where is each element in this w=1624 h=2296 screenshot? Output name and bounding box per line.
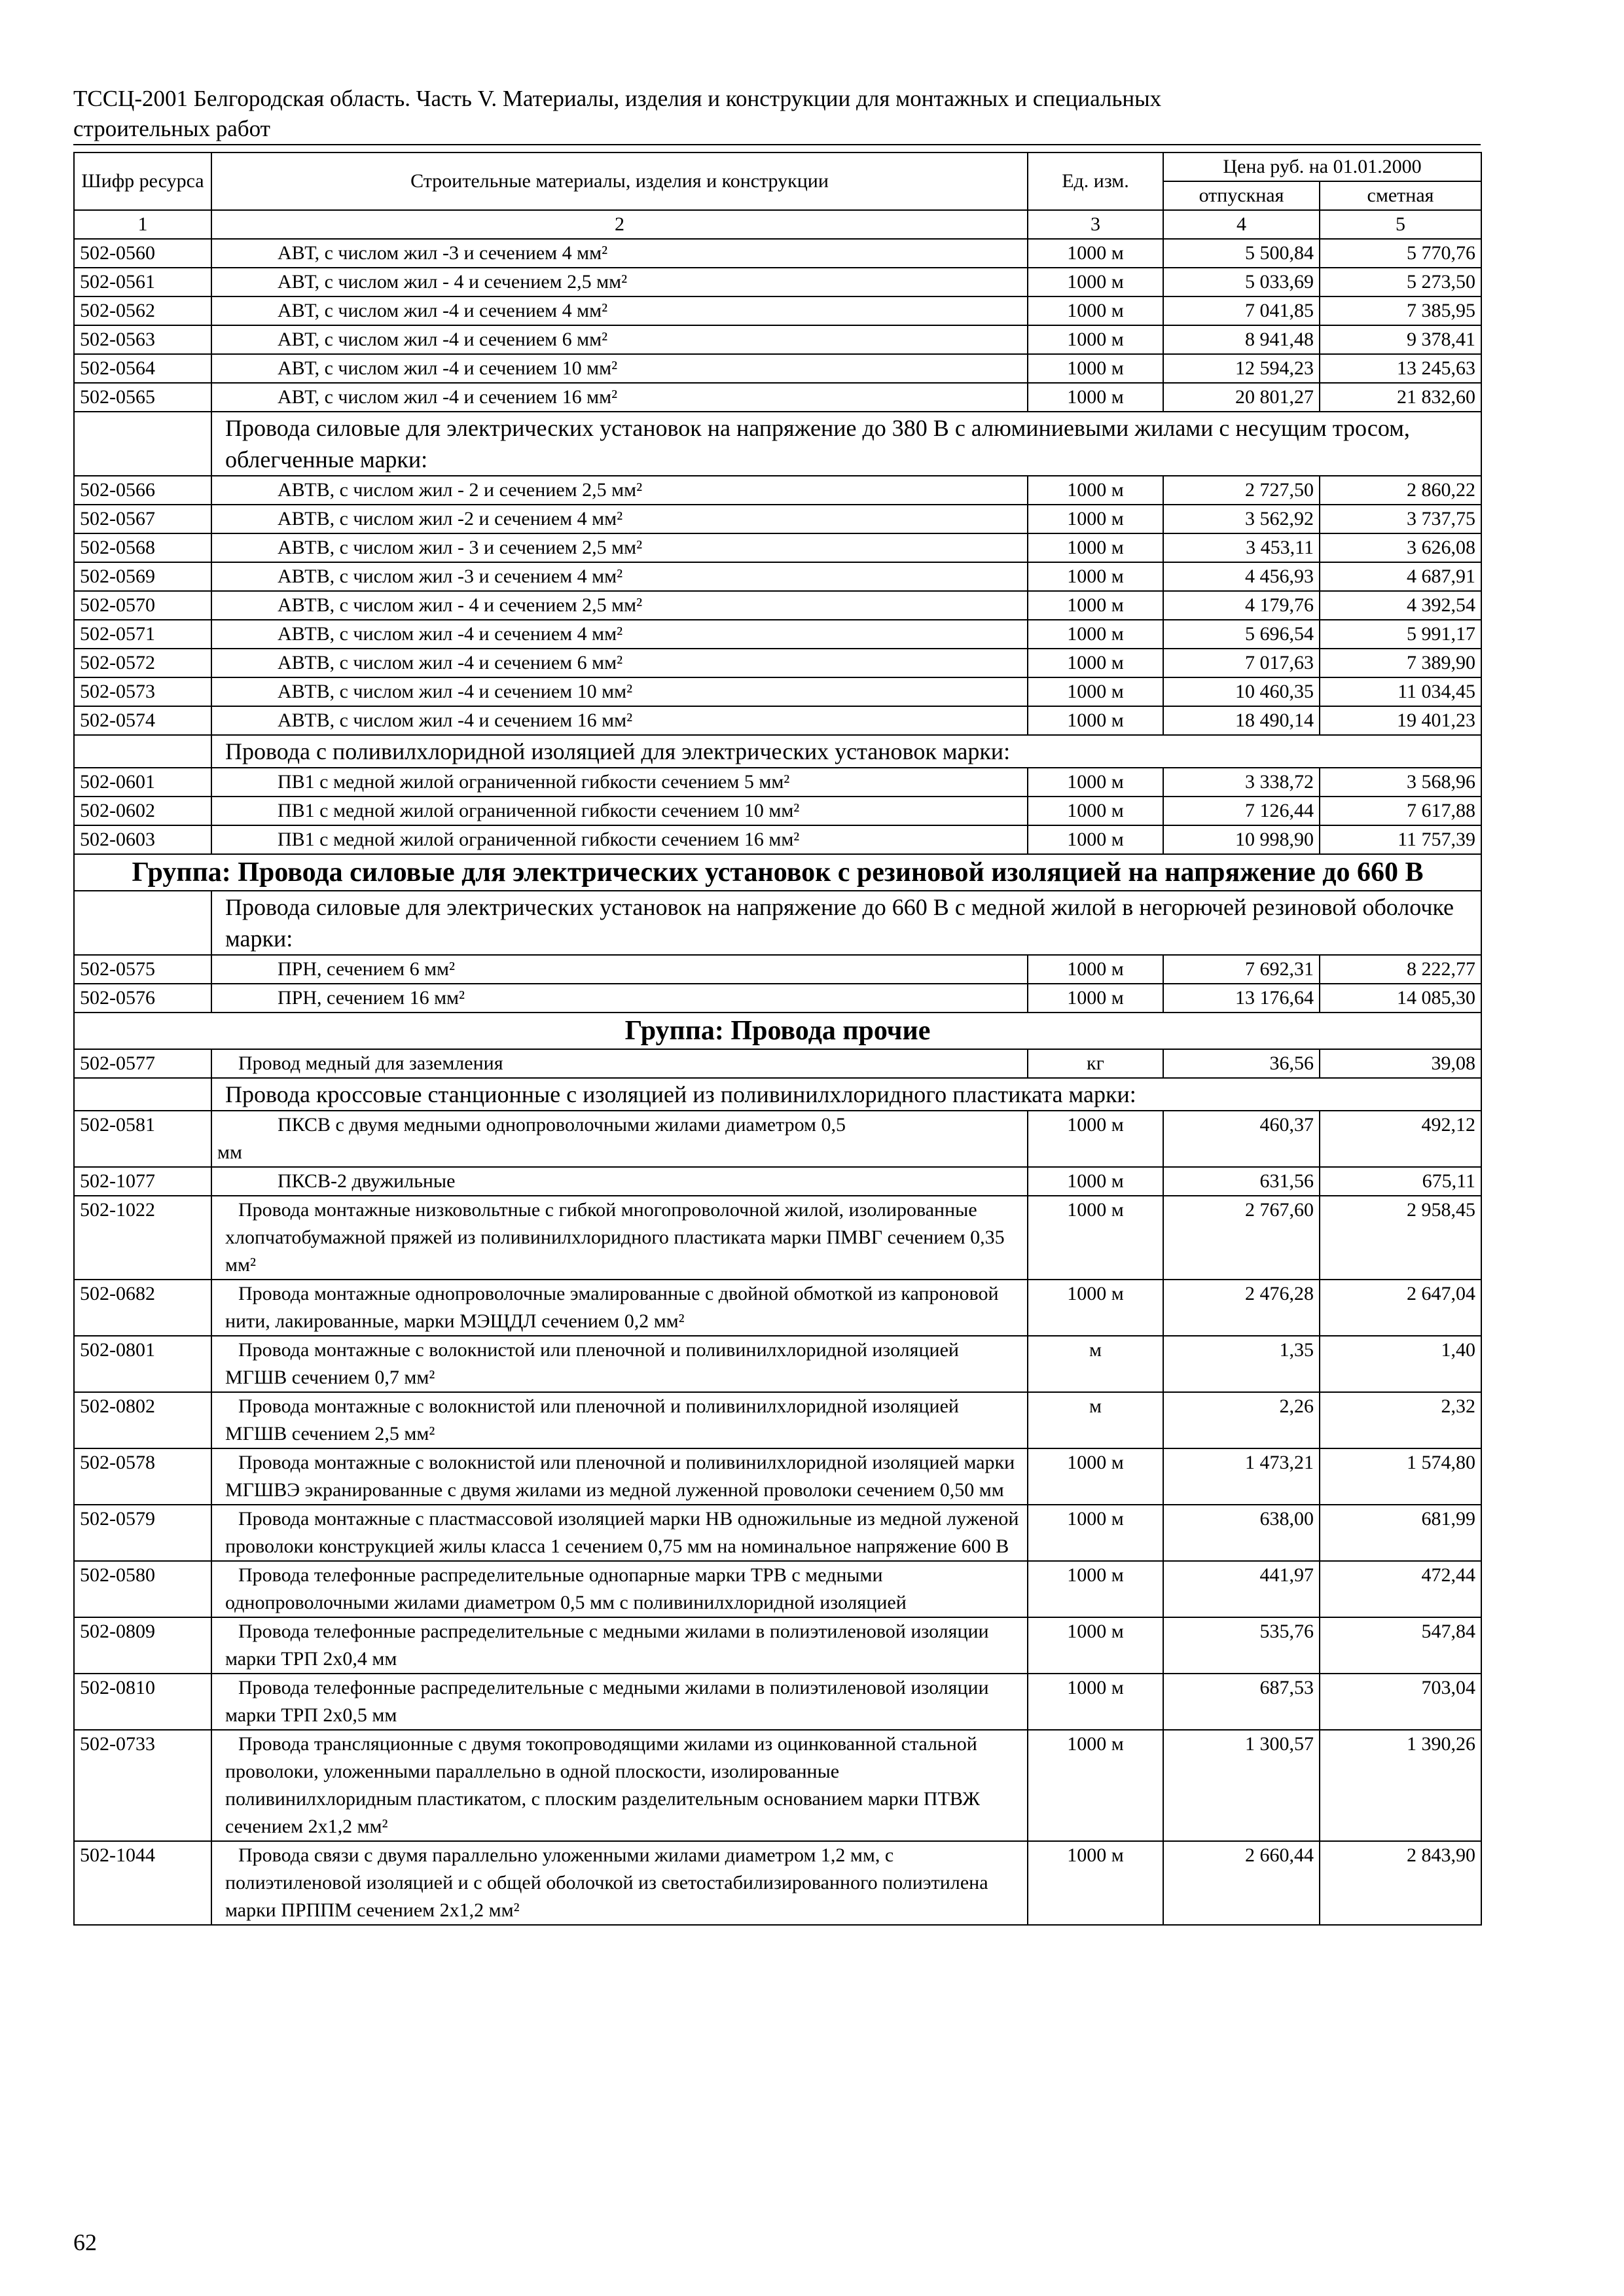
estimate-price: 1 574,80 — [1320, 1448, 1481, 1505]
section-subheading: Провода силовые для электрических установок на напряжение до 380 В с алюминиевыми жилами с несущим тросом, облегченные марки: — [211, 412, 1481, 476]
table-row — [74, 706, 1481, 735]
unit-cell: 1000 м — [1028, 1841, 1163, 1925]
estimate-price: 8 222,77 — [1320, 955, 1481, 984]
group-heading: Группа: Провода прочие — [74, 1013, 1481, 1049]
resource-code: 502-0562 — [74, 296, 211, 325]
sale-price: 2 727,50 — [1163, 476, 1320, 505]
estimate-price: 9 378,41 — [1320, 325, 1481, 354]
sale-price: 10 460,35 — [1163, 677, 1320, 706]
unit-cell: 1000 м — [1028, 239, 1163, 268]
sale-price: 13 176,64 — [1163, 984, 1320, 1013]
resource-code: 502-0809 — [74, 1617, 211, 1674]
table-row — [74, 677, 1481, 706]
estimate-price: 3 737,75 — [1320, 505, 1481, 533]
estimate-price: 7 389,90 — [1320, 649, 1481, 677]
table-row — [74, 533, 1481, 562]
sale-price: 441,97 — [1163, 1561, 1320, 1617]
sale-price: 36,56 — [1163, 1049, 1320, 1078]
sale-price: 3 562,92 — [1163, 505, 1320, 533]
colnum-4: 4 — [1163, 210, 1320, 239]
resource-code: 502-0561 — [74, 268, 211, 296]
unit-cell: 1000 м — [1028, 620, 1163, 649]
sale-price: 7 692,31 — [1163, 955, 1320, 984]
section-subheading-row — [74, 412, 1481, 476]
estimate-price: 19 401,23 — [1320, 706, 1481, 735]
unit-cell: 1000 м — [1028, 768, 1163, 797]
sale-price: 1 473,21 — [1163, 1448, 1320, 1505]
resource-code: 502-0579 — [74, 1505, 211, 1561]
item-name: АВТ, с числом жил - 4 и сечением 2,5 мм² — [211, 268, 1028, 296]
estimate-price: 3 626,08 — [1320, 533, 1481, 562]
group-heading-row — [74, 854, 1481, 891]
empty-cell — [74, 735, 211, 768]
unit-cell: 1000 м — [1028, 1617, 1163, 1674]
sale-price: 3 338,72 — [1163, 768, 1320, 797]
empty-cell — [74, 891, 211, 955]
estimate-price: 703,04 — [1320, 1674, 1481, 1730]
table-row — [74, 1336, 1481, 1392]
resource-code: 502-0581 — [74, 1111, 211, 1167]
sale-price: 20 801,27 — [1163, 383, 1320, 412]
resource-code: 502-0576 — [74, 984, 211, 1013]
header-price: Цена руб. на 01.01.2000 — [1163, 152, 1481, 181]
item-name: ПВ1 с медной жилой ограниченной гибкости сечением 5 мм² — [211, 768, 1028, 797]
item-name: АВТВ, с числом жил - 4 и сечением 2,5 мм² — [211, 591, 1028, 620]
item-name: АВТВ, с числом жил - 3 и сечением 2,5 мм² — [211, 533, 1028, 562]
sale-price: 7 017,63 — [1163, 649, 1320, 677]
unit-cell: 1000 м — [1028, 562, 1163, 591]
sale-price: 631,56 — [1163, 1167, 1320, 1196]
table-row — [74, 1730, 1481, 1841]
item-name-line1: ПКСВ с двумя медными однопроволочными жилами диаметром 0,5 — [278, 1114, 846, 1136]
item-name: АВТВ, с числом жил -3 и сечением 4 мм² — [211, 562, 1028, 591]
item-name: АВТВ, с числом жил -2 и сечением 4 мм² — [211, 505, 1028, 533]
section-subheading-row — [74, 1078, 1481, 1111]
table-row — [74, 476, 1481, 505]
table-header-row — [74, 152, 1481, 181]
estimate-price: 7 385,95 — [1320, 296, 1481, 325]
estimate-price: 2 843,90 — [1320, 1841, 1481, 1925]
table-row — [74, 505, 1481, 533]
resource-code: 502-0568 — [74, 533, 211, 562]
unit-cell: 1000 м — [1028, 1111, 1163, 1167]
item-name: Провода монтажные с волокнистой или пленочной и поливинилхлоридной изоляцией марки МГШВЭ экранированные с двумя жилами из медной луженной проволоки сечением 0,50 мм — [211, 1448, 1028, 1505]
table-row — [74, 325, 1481, 354]
resource-code: 502-0564 — [74, 354, 211, 383]
resource-code: 502-0569 — [74, 562, 211, 591]
resource-code: 502-0577 — [74, 1049, 211, 1078]
table-row — [74, 562, 1481, 591]
estimate-price: 2 958,45 — [1320, 1196, 1481, 1280]
resource-code: 502-0571 — [74, 620, 211, 649]
estimate-price: 2 860,22 — [1320, 476, 1481, 505]
table-row — [74, 383, 1481, 412]
column-number-row — [74, 210, 1481, 239]
table-row — [74, 768, 1481, 797]
sale-price: 5 696,54 — [1163, 620, 1320, 649]
item-name: ПВ1 с медной жилой ограниченной гибкости сечением 16 мм² — [211, 825, 1028, 854]
unit-cell: 1000 м — [1028, 1674, 1163, 1730]
table-row — [74, 239, 1481, 268]
resource-code: 502-0580 — [74, 1561, 211, 1617]
sale-price: 4 456,93 — [1163, 562, 1320, 591]
table-row — [74, 1674, 1481, 1730]
unit-cell: 1000 м — [1028, 354, 1163, 383]
sale-price: 12 594,23 — [1163, 354, 1320, 383]
colnum-3: 3 — [1028, 210, 1163, 239]
sale-price: 1 300,57 — [1163, 1730, 1320, 1841]
sale-price: 4 179,76 — [1163, 591, 1320, 620]
estimate-price: 681,99 — [1320, 1505, 1481, 1561]
unit-cell: 1000 м — [1028, 1730, 1163, 1841]
document-header — [73, 84, 1481, 145]
table-row — [74, 1196, 1481, 1280]
unit-cell: 1000 м — [1028, 1561, 1163, 1617]
unit-cell: 1000 м — [1028, 706, 1163, 735]
resource-code: 502-1022 — [74, 1196, 211, 1280]
item-name-line2: мм — [217, 1141, 242, 1163]
item-name: Провода монтажные однопроволочные эмалированные с двойной обмоткой из капроновой нити, лакированные, марки МЭЩДЛ сечением 0,2 мм² — [211, 1280, 1028, 1336]
unit-cell: м — [1028, 1336, 1163, 1392]
colnum-2: 2 — [211, 210, 1028, 239]
item-name: АВТ, с числом жил -3 и сечением 4 мм² — [211, 239, 1028, 268]
table-row — [74, 1280, 1481, 1336]
item-name: ПКСВ-2 двужильные — [211, 1167, 1028, 1196]
sale-price: 5 033,69 — [1163, 268, 1320, 296]
item-name: АВТВ, с числом жил -4 и сечением 6 мм² — [211, 649, 1028, 677]
table-row — [74, 984, 1481, 1013]
section-subheading: Провода силовые для электрических установок на напряжение до 660 В с медной жилой в негорючей резиновой оболочке марки: — [211, 891, 1481, 955]
table-row — [74, 268, 1481, 296]
sale-price: 18 490,14 — [1163, 706, 1320, 735]
table-row — [74, 1392, 1481, 1448]
unit-cell: 1000 м — [1028, 1505, 1163, 1561]
group-heading: Группа: Провода силовые для электрических установок с резиновой изоляцией на напряжение до 660 В — [74, 854, 1481, 891]
header-estimate: сметная — [1320, 181, 1481, 210]
estimate-price: 1 390,26 — [1320, 1730, 1481, 1841]
sale-price: 638,00 — [1163, 1505, 1320, 1561]
table-row — [74, 797, 1481, 825]
item-name: Провода монтажные с волокнистой или пленочной и поливинилхлоридной изоляцией МГШВ сечением 0,7 мм² — [211, 1336, 1028, 1392]
resource-code: 502-0563 — [74, 325, 211, 354]
estimate-price: 1,40 — [1320, 1336, 1481, 1392]
unit-cell: 1000 м — [1028, 955, 1163, 984]
estimate-price: 472,44 — [1320, 1561, 1481, 1617]
resource-code: 502-0574 — [74, 706, 211, 735]
resource-code: 502-0575 — [74, 955, 211, 984]
empty-cell — [74, 1078, 211, 1111]
unit-cell: 1000 м — [1028, 797, 1163, 825]
table-row — [74, 825, 1481, 854]
resource-code: 502-0810 — [74, 1674, 211, 1730]
unit-cell: 1000 м — [1028, 325, 1163, 354]
unit-cell: 1000 м — [1028, 649, 1163, 677]
estimate-price: 2,32 — [1320, 1392, 1481, 1448]
item-name: Провода монтажные низковольтные с гибкой многопроволочной жилой, изолированные хлопчатобумажной пряжей из поливинилхлоридного пластиката марки ПМВГ сечением 0,35 мм² — [211, 1196, 1028, 1280]
table-row — [74, 1448, 1481, 1505]
sale-price: 2 476,28 — [1163, 1280, 1320, 1336]
estimate-price: 3 568,96 — [1320, 768, 1481, 797]
sale-price: 7 126,44 — [1163, 797, 1320, 825]
item-name: ПРН, сечением 16 мм² — [211, 984, 1028, 1013]
sale-price: 7 041,85 — [1163, 296, 1320, 325]
unit-cell: 1000 м — [1028, 677, 1163, 706]
sale-price: 10 998,90 — [1163, 825, 1320, 854]
table-row — [74, 1049, 1481, 1078]
unit-cell: 1000 м — [1028, 984, 1163, 1013]
item-name: Провода телефонные распределительные с медными жилами в полиэтиленовой изоляции марки ТРП 2х0,5 мм — [211, 1674, 1028, 1730]
header-name: Строительные материалы, изделия и конструкции — [211, 152, 1028, 210]
estimate-price: 11 757,39 — [1320, 825, 1481, 854]
section-subheading-row — [74, 735, 1481, 768]
section-subheading-row — [74, 891, 1481, 955]
item-name: АВТВ, с числом жил -4 и сечением 10 мм² — [211, 677, 1028, 706]
unit-cell: 1000 м — [1028, 533, 1163, 562]
table-row — [74, 1617, 1481, 1674]
sale-price: 5 500,84 — [1163, 239, 1320, 268]
item-name: АВТВ, с числом жил -4 и сечением 4 мм² — [211, 620, 1028, 649]
estimate-price: 14 085,30 — [1320, 984, 1481, 1013]
estimate-price: 5 991,17 — [1320, 620, 1481, 649]
unit-cell: 1000 м — [1028, 505, 1163, 533]
colnum-5: 5 — [1320, 210, 1481, 239]
sale-price: 535,76 — [1163, 1617, 1320, 1674]
resource-code: 502-0566 — [74, 476, 211, 505]
resource-code: 502-0570 — [74, 591, 211, 620]
unit-cell: 1000 м — [1028, 268, 1163, 296]
item-name: Провода телефонные распределительные с медными жилами в полиэтиленовой изоляции марки ТРП 2х0,4 мм — [211, 1617, 1028, 1674]
item-name: АВТ, с числом жил -4 и сечением 10 мм² — [211, 354, 1028, 383]
table-row — [74, 1841, 1481, 1925]
item-name: Провода монтажные с пластмассовой изоляцией марки НВ одножильные из медной луженой проволоки конструкцией жилы класса 1 сечением 0,75 мм на номинальное напряжение 600 В — [211, 1505, 1028, 1561]
colnum-1: 1 — [74, 210, 211, 239]
estimate-price: 547,84 — [1320, 1617, 1481, 1674]
unit-cell: 1000 м — [1028, 1167, 1163, 1196]
item-name: Провода связи с двумя параллельно уложенными жилами диаметром 1,2 мм, с полиэтиленовой изоляцией и с общей оболочкой из светостабилизированного полиэтилена марки ПРППМ сечением 2х1,2 мм² — [211, 1841, 1028, 1925]
header-title-line1: ТССЦ-2001 Белгородская область. Часть V. Материалы, изделия и конструкции для монтажных и специальных — [73, 86, 1162, 111]
table-row — [74, 955, 1481, 984]
estimate-price: 39,08 — [1320, 1049, 1481, 1078]
estimate-price: 675,11 — [1320, 1167, 1481, 1196]
resource-code: 502-0733 — [74, 1730, 211, 1841]
price-table — [73, 152, 1482, 1926]
header-sale: отпускная — [1163, 181, 1320, 210]
unit-cell: 1000 м — [1028, 383, 1163, 412]
sale-price: 2,26 — [1163, 1392, 1320, 1448]
empty-cell — [74, 412, 211, 476]
item-name: АВТВ, с числом жил - 2 и сечением 2,5 мм² — [211, 476, 1028, 505]
unit-cell: 1000 м — [1028, 296, 1163, 325]
estimate-price: 11 034,45 — [1320, 677, 1481, 706]
section-subheading: Провода кроссовые станционные с изоляцией из поливинилхлоридного пластиката марки: — [211, 1078, 1481, 1111]
estimate-price: 5 273,50 — [1320, 268, 1481, 296]
resource-code: 502-0560 — [74, 239, 211, 268]
table-row — [74, 1505, 1481, 1561]
estimate-price: 7 617,88 — [1320, 797, 1481, 825]
resource-code: 502-0573 — [74, 677, 211, 706]
estimate-price: 2 647,04 — [1320, 1280, 1481, 1336]
sale-price: 2 767,60 — [1163, 1196, 1320, 1280]
resource-code: 502-0565 — [74, 383, 211, 412]
table-row — [74, 296, 1481, 325]
item-name: Провода телефонные распределительные однопарные марки ТРВ с медными однопроволочными жилами диаметром 0,5 мм с поливинилхлоридной изоляцией — [211, 1561, 1028, 1617]
estimate-price: 5 770,76 — [1320, 239, 1481, 268]
item-name: ПРН, сечением 6 мм² — [211, 955, 1028, 984]
unit-cell: 1000 м — [1028, 1448, 1163, 1505]
resource-code: 502-0602 — [74, 797, 211, 825]
resource-code: 502-0578 — [74, 1448, 211, 1505]
resource-code: 502-0567 — [74, 505, 211, 533]
item-name: Провод медный для заземления — [211, 1049, 1028, 1078]
table-row — [74, 1111, 1481, 1167]
estimate-price: 21 832,60 — [1320, 383, 1481, 412]
table-row — [74, 1561, 1481, 1617]
estimate-price: 4 687,91 — [1320, 562, 1481, 591]
table-row — [74, 591, 1481, 620]
table-row — [74, 620, 1481, 649]
table-row — [74, 1167, 1481, 1196]
item-name: Провода монтажные с волокнистой или пленочной и поливинилхлоридной изоляцией МГШВ сечением 2,5 мм² — [211, 1392, 1028, 1448]
unit-cell: 1000 м — [1028, 1280, 1163, 1336]
sale-price: 687,53 — [1163, 1674, 1320, 1730]
resource-code: 502-0682 — [74, 1280, 211, 1336]
sale-price: 460,37 — [1163, 1111, 1320, 1167]
resource-code: 502-0801 — [74, 1336, 211, 1392]
unit-cell: кг — [1028, 1049, 1163, 1078]
item-name: АВТ, с числом жил -4 и сечением 6 мм² — [211, 325, 1028, 354]
page-number: 62 — [73, 2229, 97, 2255]
item-name: АВТ, с числом жил -4 и сечением 16 мм² — [211, 383, 1028, 412]
resource-code: 502-0601 — [74, 768, 211, 797]
estimate-price: 13 245,63 — [1320, 354, 1481, 383]
unit-cell: 1000 м — [1028, 825, 1163, 854]
resource-code: 502-0572 — [74, 649, 211, 677]
sale-price: 2 660,44 — [1163, 1841, 1320, 1925]
resource-code: 502-1044 — [74, 1841, 211, 1925]
group-heading-row — [74, 1013, 1481, 1049]
table-row — [74, 649, 1481, 677]
item-name: АВТ, с числом жил -4 и сечением 4 мм² — [211, 296, 1028, 325]
resource-code: 502-1077 — [74, 1167, 211, 1196]
unit-cell: 1000 м — [1028, 591, 1163, 620]
sale-price: 1,35 — [1163, 1336, 1320, 1392]
item-name: АВТВ, с числом жил -4 и сечением 16 мм² — [211, 706, 1028, 735]
header-code: Шифр ресурса — [74, 152, 211, 210]
item-name: ПВ1 с медной жилой ограниченной гибкости сечением 10 мм² — [211, 797, 1028, 825]
item-name: Провода трансляционные с двумя токопроводящими жилами из оцинкованной стальной проволоки, уложенными параллельно в одной плоскости, изолированные поливинилхлоридным пластикатом, с плоским разделительным основанием марки ПТВЖ сечением 2х1,2 мм² — [211, 1730, 1028, 1841]
header-unit: Ед. изм. — [1028, 152, 1163, 210]
sale-price: 3 453,11 — [1163, 533, 1320, 562]
unit-cell: 1000 м — [1028, 1196, 1163, 1280]
estimate-price: 4 392,54 — [1320, 591, 1481, 620]
sale-price: 8 941,48 — [1163, 325, 1320, 354]
resource-code: 502-0603 — [74, 825, 211, 854]
resource-code: 502-0802 — [74, 1392, 211, 1448]
item-name — [211, 1111, 1028, 1167]
header-title-line2: строительных работ — [73, 116, 270, 141]
unit-cell: 1000 м — [1028, 476, 1163, 505]
section-subheading: Провода с поливилхлоридной изоляцией для электрических установок марки: — [211, 735, 1481, 768]
table-row — [74, 354, 1481, 383]
unit-cell: м — [1028, 1392, 1163, 1448]
estimate-price: 492,12 — [1320, 1111, 1481, 1167]
